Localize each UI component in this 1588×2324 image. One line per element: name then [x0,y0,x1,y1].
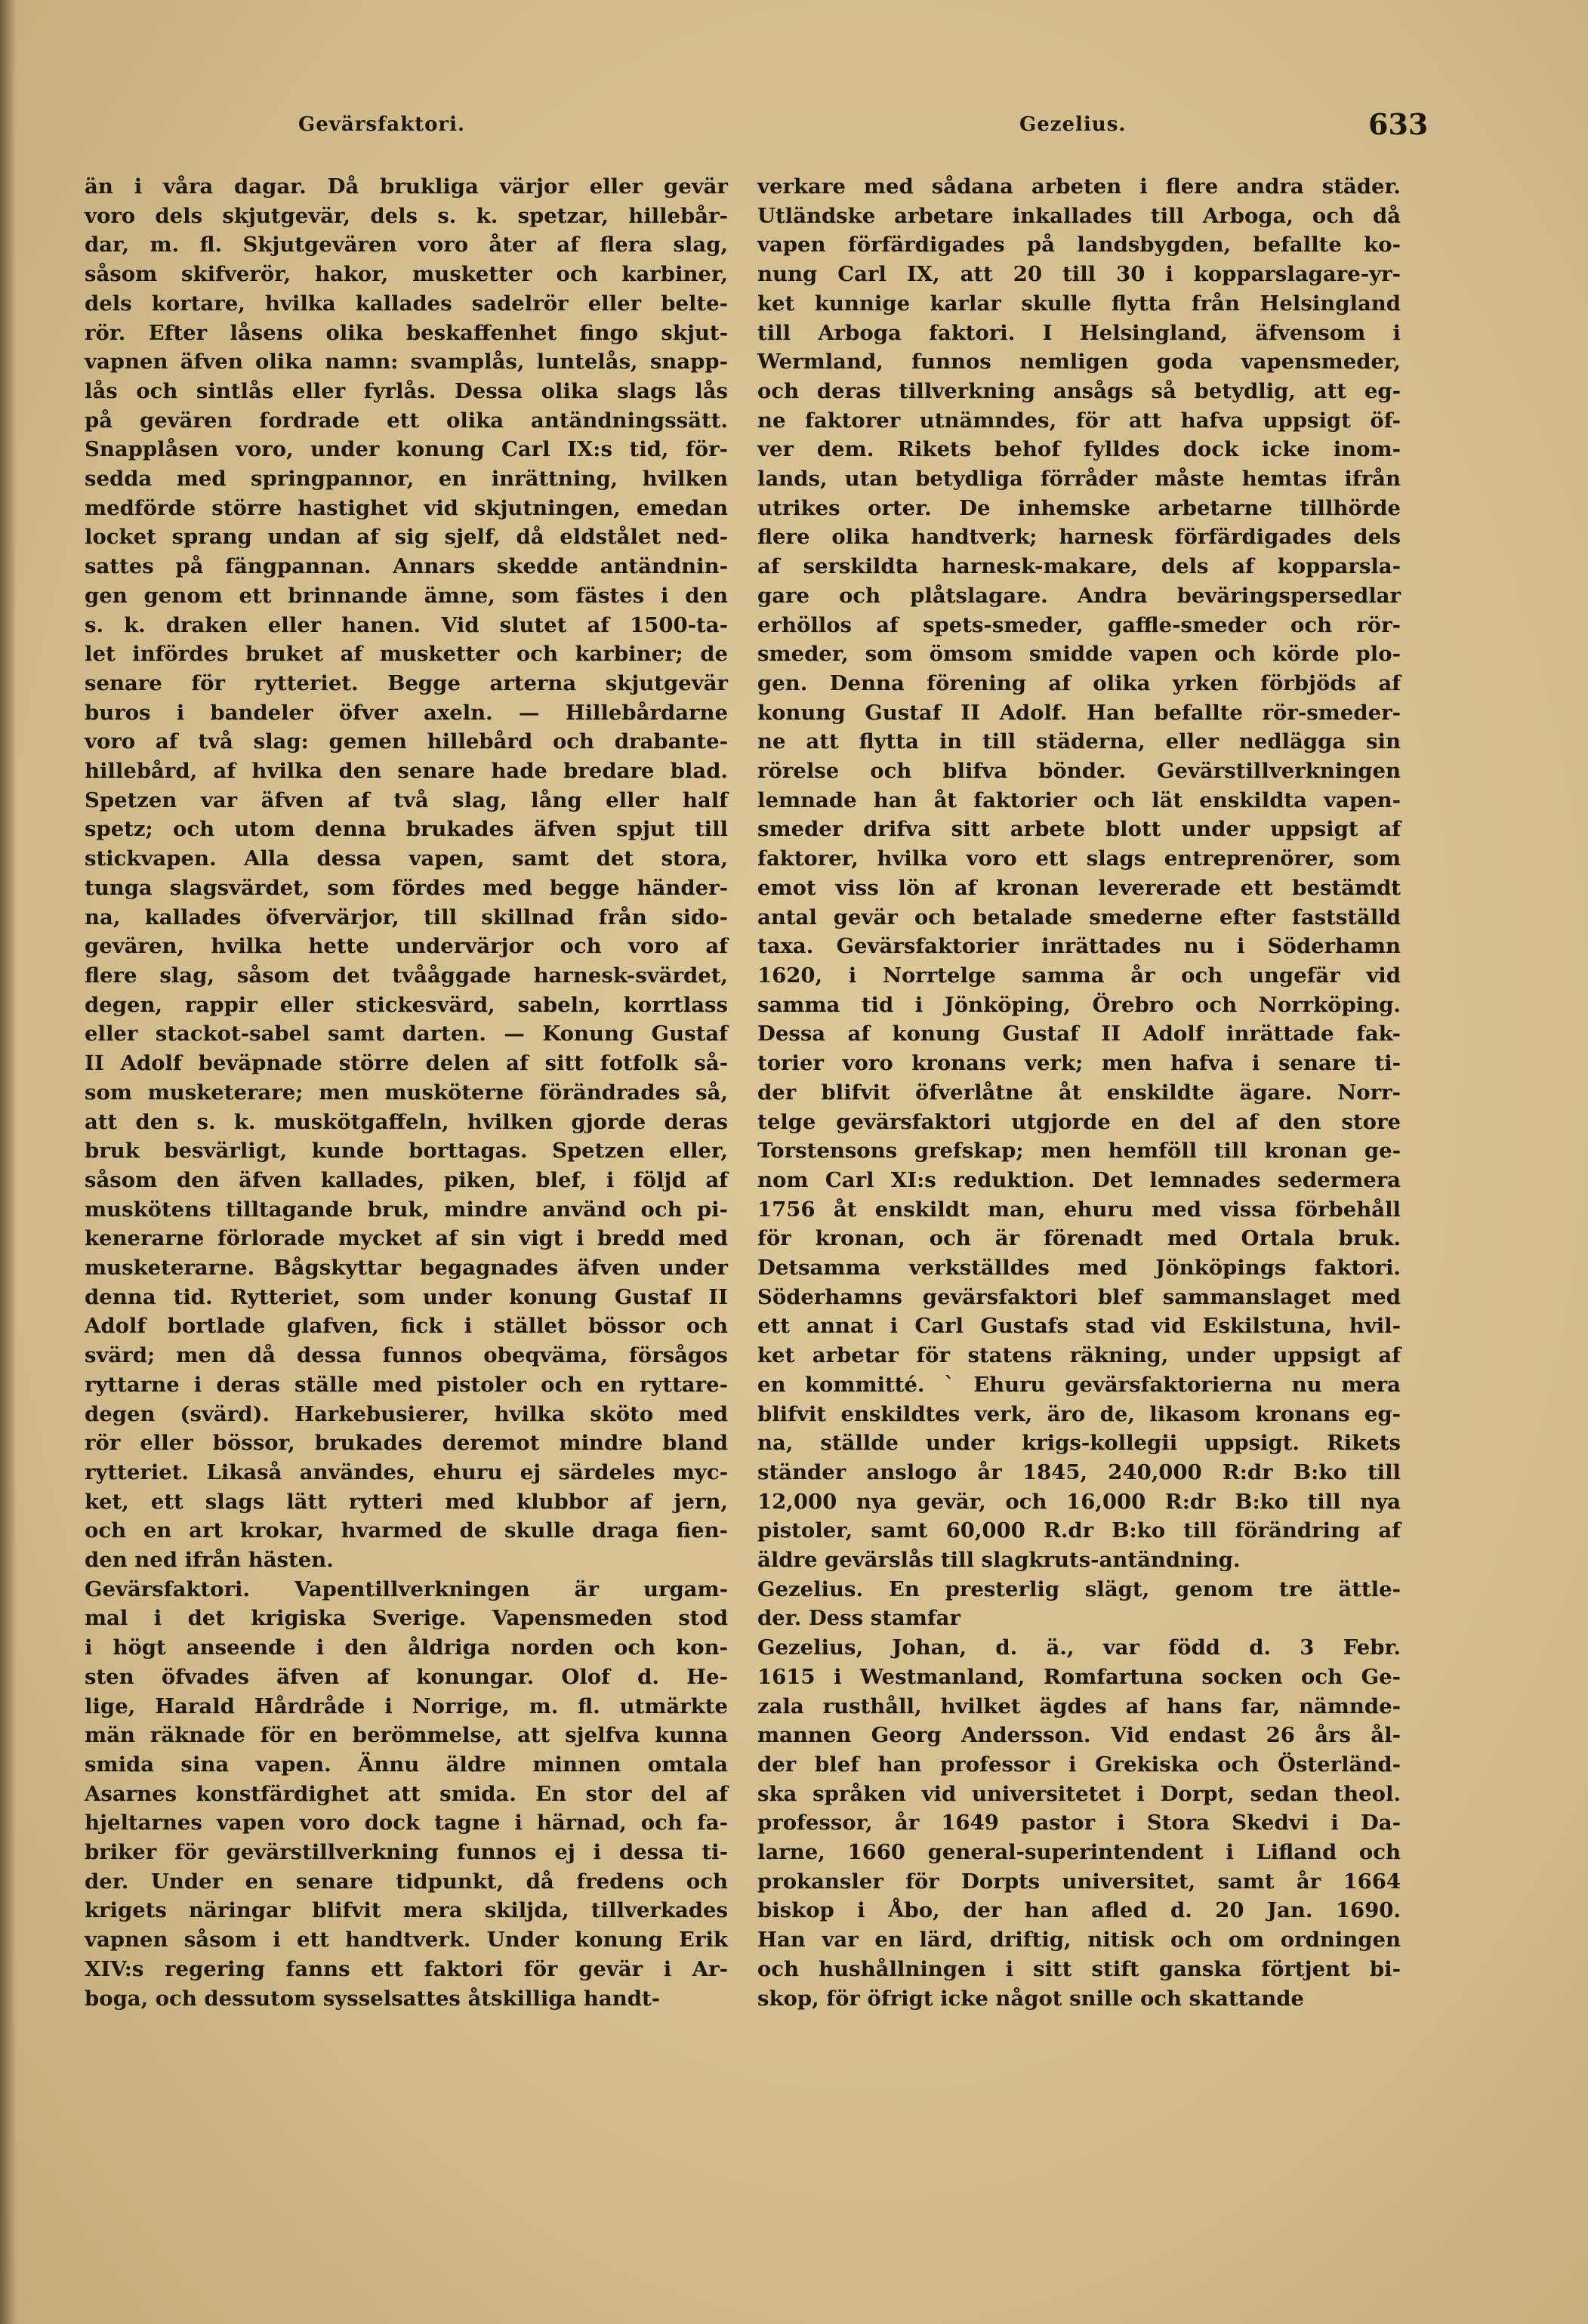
text-line: och en art krokar, hvarmed de skulle draga fien- [85,1518,728,1543]
text-line: krigets näringar blifvit mera skiljda, tillverkades [85,1898,728,1923]
text-line: gare och plåtslagare. Andra beväringspersedlar [757,583,1401,608]
text-line: vapnen såsom i ett handtverk. Under konung Erik [85,1928,728,1953]
text-line: prokansler för Dorpts universitet, samt år 1664 [757,1869,1401,1894]
text-line: Wermland, funnos nemligen goda vapensmeder, [757,350,1401,374]
text-line: Gezelius, Johan, d. ä., var född d. 3 Febr. [757,1635,1401,1660]
text-line: antal gevär och betalade smederne efter fastställd [757,905,1401,929]
text-line: na, kallades öfvervärjor, till skillnad från sido- [85,905,728,929]
text-line: 12,000 nya gevär, och 16,000 R:dr B:ko till nya [757,1489,1401,1514]
text-line: konung Gustaf II Adolf. Han befallte rör-smeder- [757,700,1401,725]
text-line: smida sina vapen. Ännu äldre minnen omtala [85,1752,728,1777]
text-line: nom Carl XI:s reduktion. Det lemnades sedermera [757,1167,1401,1192]
text-line: till Arboga faktori. I Helsingland, äfvensom i [757,320,1401,345]
text-line: på gevären fordrade ett olika antändningssätt. [85,408,728,433]
text-line: Torstensons grefskap; men hemföll till kronan ge- [757,1139,1401,1164]
page-number: 633 [1368,107,1429,141]
page-binding-edge [0,0,17,2324]
text-line: gen genom ett brinnande ämne, som fästes i den [85,583,728,608]
text-line: ska språken vid universitetet i Dorpt, sedan theol. [757,1781,1401,1806]
text-line: 1615 i Westmanland, Romfartuna socken och Ge- [757,1664,1401,1689]
text-line: zala rusthåll, hvilket ägdes af hans far, nämnde- [757,1694,1401,1718]
text-line: ne att flytta in till städerna, eller nedlägga sin [757,729,1401,754]
text-line: rör. Efter låsens olika beskaffenhet fingo skjut- [85,320,728,345]
text-line: i högt anseende i den åldriga norden och kon- [85,1635,728,1660]
text-line: och deras tillverkning ansågs så betydlig, att eg- [757,378,1401,403]
text-line: samma tid i Jönköping, Örebro och Norrköping. [757,992,1401,1017]
text-line: smeder drifva sitt arbete blott under uppsigt af [757,817,1401,842]
text-line: gevären, hvilka hette undervärjor och voro af [85,934,728,959]
text-line: lige, Harald Hårdråde i Norrige, m. fl. utmärkte [85,1694,728,1718]
text-line: för kronan, och är förenadt med Ortala bruk. [757,1226,1401,1251]
text-line: pistoler, samt 60,000 R.dr B:ko till förändring af [757,1518,1401,1543]
text-line: Gezelius. En presterlig slägt, genom tre ättle- [757,1577,1401,1601]
text-line: Detsamma verkställdes med Jönköpings faktori. [757,1256,1401,1281]
text-line: och hushållningen i sitt stift ganska förtjent bi- [757,1956,1401,1981]
text-line: faktorer, hvilka voro ett slags entreprenörer, som [757,846,1401,871]
text-line: dar, m. fl. Skjutgevären voro åter af flera slag, [85,233,728,257]
text-line: rörelse och blifva bönder. Gevärstillverkningen [757,759,1401,784]
text-line: lemnade han åt faktorier och lät enskildta vapen- [757,788,1401,812]
text-line: mannen Georg Andersson. Vid endast 26 års ål- [757,1723,1401,1748]
text-line: medförde större hastighet vid skjutningen, emedan [85,495,728,520]
text-line: att den s. k. muskötgaffeln, hvilken gjorde deras [85,1109,728,1134]
text-line: spetz; och utom denna brukades äfven spjut till [85,817,728,842]
text-line: locket sprang undan af sig sjelf, då eldstålet ned- [85,525,728,550]
text-line: muskötens tilltagande bruk, mindre använd och pi- [85,1197,728,1222]
text-line: sattes på fängpannan. Annars skedde antändnin- [85,554,728,579]
text-line: taxa. Gevärsfaktorier inrättades nu i Söderhamn [757,934,1401,959]
text-line: bruk besvärligt, kunde borttagas. Spetzen eller, [85,1139,728,1164]
text-line: voro af två slag: gemen hillebård och drabante- [85,729,728,754]
text-line: nung Carl IX, att 20 till 30 i kopparslagare-yr- [757,262,1401,287]
text-line: svärd; men då dessa funnos obeqväma, försågos [85,1343,728,1368]
text-line: na, ställde under krigs-kollegii uppsigt. Rikets [757,1431,1401,1456]
text-line: af serskildta harnesk-makare, dels af kopparsla- [757,554,1401,579]
text-line: vapen förfärdigades på landsbygden, befallte ko- [757,233,1401,257]
text-line: ne faktorer utnämndes, för att hafva uppsigt öf- [757,408,1401,433]
text-line: emot viss lön af kronan levererade ett bestämdt [757,875,1401,900]
text-line: boga, och dessutom sysselsattes åtskilliga handt- [85,1986,661,2011]
text-line: flere slag, såsom det tvååggade harnesk-svärdet, [85,963,728,988]
text-line: ket kunnige karlar skulle flytta från Helsingland [757,291,1401,316]
text-line: telge gevärsfaktori utgjorde en del af den store [757,1109,1401,1134]
text-line: såsom den äfven kallades, piken, blef, i följd af [85,1167,728,1192]
text-line: Han var en lärd, driftig, nitisk och om ordningen [757,1928,1401,1953]
text-line: stickvapen. Alla dessa vapen, samt det stora, [85,846,728,871]
running-head-right: Gezelius. [1019,113,1127,136]
text-line: ständer anslogo år 1845, 240,000 R:dr B:ko till [757,1459,1401,1484]
text-line: dels kortare, hvilka kallades sadelrör eller belte- [85,291,728,316]
text-line: blifvit enskildtes verk, äro de, likasom kronans eg- [757,1401,1401,1426]
text-line: Dessa af konung Gustaf II Adolf inrättade fak- [757,1022,1401,1046]
text-line: Asarnes konstfärdighet att smida. En stor del af [85,1781,728,1806]
text-line: ett annat i Carl Gustafs stad vid Eskilstuna, hvil- [757,1314,1401,1339]
text-line: en kommitté. ` Ehuru gevärsfaktorierna nu mera [757,1372,1401,1397]
text-line: degen (svärd). Harkebusierer, hvilka sköto med [85,1401,728,1426]
text-line: s. k. draken eller hanen. Vid slutet af 1500-ta- [85,612,728,637]
text-line: XIV:s regering fanns ett faktori för gevär i Ar- [85,1956,728,1981]
text-line: let infördes bruket af musketter och karbiner; de [85,642,728,667]
text-line: ket arbetar för statens räkning, under uppsigt af [757,1343,1401,1368]
text-line: der blifvit öfverlåtne åt enskildte ägare. Norr- [757,1080,1401,1105]
text-line: som musketerare; men musköterne förändrades så, [85,1080,728,1105]
text-line: II Adolf beväpnade större delen af sitt fotfolk så- [85,1051,728,1076]
text-line: den ned ifrån hästen. [85,1548,334,1573]
text-line: eller stackot-sabel samt darten. — Konung Gustaf [85,1022,728,1046]
text-line: biskop i Åbo, der han afled d. 20 Jan. 1690. [757,1898,1401,1923]
text-line: der. Under en senare tidpunkt, då fredens och [85,1869,728,1894]
text-line: sten öfvades äfven af konungar. Olof d. He- [85,1664,728,1689]
text-line: denna tid. Rytteriet, som under konung Gustaf II [85,1284,728,1309]
text-line: skop, för öfrigt icke något snille och skattande [757,1986,1304,2011]
text-line: smeder, som ömsom smidde vapen och körde plo- [757,642,1401,667]
text-line: än i våra dagar. Då brukliga värjor eller gevär [85,174,728,199]
text-line: utrikes orter. De inhemske arbetarne tillhörde [757,495,1401,520]
text-line: 1620, i Norrtelge samma år och ungefär vid [757,963,1401,988]
text-line: kenerarne förlorade mycket af sin vigt i bredd med [85,1226,728,1251]
text-line: äldre gevärslås till slagkruts-antändning. [757,1548,1241,1573]
left-text-column [85,172,728,2013]
text-line: sedda med springpannor, en inrättning, hvilken [85,467,728,492]
text-line: hillebård, af hvilka den senare hade bredare blad. [85,759,728,784]
running-head-left: Gevärsfaktori. [298,113,466,136]
text-line: hjeltarnes vapen voro dock tagne i härnad, och fa- [85,1811,728,1835]
text-line: senare för rytteriet. Begge arterna skjutgevär [85,670,728,695]
text-line: torier voro kronans verk; men hafva i senare ti- [757,1051,1401,1076]
text-line: ket, ett slags lätt rytteri med klubbor af jern, [85,1489,728,1514]
text-line: degen, rappir eller stickesvärd, sabeln, korrtlass [85,992,728,1017]
text-line: mal i det krigiska Sverige. Vapensmeden stod [85,1606,728,1631]
text-line: Söderhamns gevärsfaktori blef sammanslaget med [757,1284,1401,1309]
text-line: Spetzen var äfven af två slag, lång eller half [85,788,728,812]
text-line: professor, år 1649 pastor i Stora Skedvi i Da- [757,1811,1401,1835]
text-line: lands, utan betydliga förråder måste hemtas ifrån [757,467,1401,492]
text-line: såsom skifverör, hakor, musketter och karbiner, [85,262,728,287]
text-line: ryttarne i deras ställe med pistoler och en ryttare- [85,1372,728,1397]
text-line: der. Dess stamfar [757,1606,961,1631]
text-line: Utländske arbetare inkallades till Arboga, och då [757,203,1401,228]
text-line: voro dels skjutgevär, dels s. k. spetzar, hillebår- [85,203,728,228]
text-line: Adolf bortlade glafven, fick i stället bössor och [85,1314,728,1339]
right-text-column [757,172,1401,2013]
text-line: briker för gevärstillverkning funnos ej i dessa ti- [85,1840,728,1865]
text-line: der blef han professor i Grekiska och Österländ- [757,1752,1401,1777]
text-line: verkare med sådana arbeten i flere andra städer. [757,174,1401,199]
text-line: 1756 åt enskildt man, ehuru med vissa förbehåll [757,1197,1401,1222]
text-line: vapnen äfven olika namn: svamplås, luntelås, snapp- [85,350,728,374]
text-line: Snapplåsen voro, under konung Carl IX:s tid, för- [85,437,728,462]
text-line: ver dem. Rikets behof fylldes dock icke inom- [757,437,1401,462]
text-line: rytteriet. Likaså användes, ehuru ej särdeles myc- [85,1459,728,1484]
text-line: Gevärsfaktori. Vapentillverkningen är urgam- [85,1577,728,1601]
text-line: musketerarne. Bågskyttar begagnades äfven under [85,1256,728,1281]
text-line: larne, 1660 general-superintendent i Lifland och [757,1840,1401,1865]
text-line: lås och sintlås eller fyrlås. Dessa olika slags lås [85,378,728,403]
text-line: flere olika handtverk; harnesk förfärdigades dels [757,525,1401,550]
text-line: tunga slagsvärdet, som fördes med begge händer- [85,875,728,900]
text-line: män räknade för en berömmelse, att sjelfva kunna [85,1723,728,1748]
text-line: erhöllos af spets-smeder, gaffle-smeder och rör- [757,612,1401,637]
text-line: rör eller bössor, brukades deremot mindre bland [85,1431,728,1456]
text-line: gen. Denna förening af olika yrken förbjöds af [757,670,1401,695]
text-line: buros i bandeler öfver axeln. — Hillebårdarne [85,700,728,725]
